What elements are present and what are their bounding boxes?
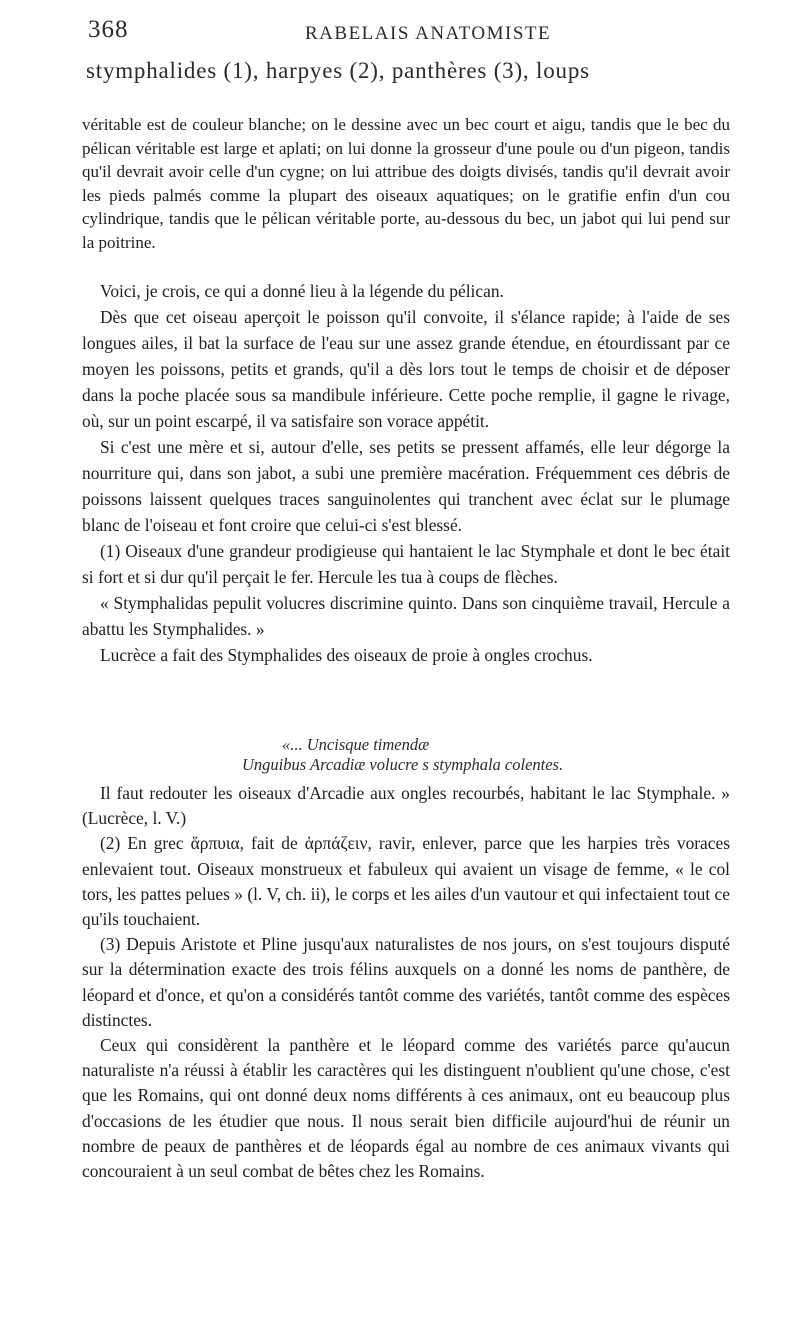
footnotes	[82, 781, 730, 1184]
footnote-1: (1) Oiseaux d'une grandeur prodigieuse qui hantaient le lac Stymphale et dont le bec était si fort et si dur qu'il perçait le fer. Hercule les tua à coups de flèches.	[82, 541, 730, 587]
body-text	[82, 278, 730, 668]
paragraph: Ceux qui considèrent la panthère et le léopard comme des variétés parce qu'aucun naturaliste n'a réussi à établir les caractères qui les distinguent n'oublient qu'une chose, c'est que les Romains, qui ont donné deux noms différents à ces animaux, ont eu beaucoup plus d'occasions de les étudier que nous. Il nous serait bien difficile aujourd'hui de réunir un nombre de peaux de panthères et de léopards égal au nombre de ces animaux vivants qui concouraient à un seul combat de bêtes chez les Romains.	[82, 1035, 730, 1182]
note-continuation	[82, 113, 730, 254]
paragraph: Si c'est une mère et si, autour d'elle, ses petits se pressent affamés, elle leur dégorge la nourriture qui, dans son jabot, a subi une première macération. Fréquemment ces débris de poissons laissent quelques traces sanguinolentes qui tranchent avec éclat sur le plumage blanc de l'oiseau et font croire que celui-ci s'est blessé.	[82, 437, 730, 535]
verse-line: «... Uncisque timendæ	[282, 735, 430, 754]
latin-quote: « Stymphalidas pepulit volucres discrimine quinto. Dans son cinquième travail, Hercule a abattu les Stymphalides. »	[82, 593, 730, 639]
paragraph: Il faut redouter les oiseaux d'Arcadie aux ongles recourbés, habitant le lac Stymphale. » (Lucrèce, l. V.)	[82, 783, 730, 829]
paragraph: Lucrèce a fait des Stymphalides des oiseaux de proie à ongles crochus.	[100, 645, 593, 665]
footnote-2: (2) En grec ἅρπυια, fait de ἁρπάζειν, ravir, enlever, parce que les harpies très voraces enlevaient tout. Oiseaux monstrueux et fabuleux qui avaient un visage de femme, « le col tors, les pattes pelues » (l. V, ch. ii), le corps et les ailes d'un vautour et qui infectaient tout ce qu'ils touchaient.	[82, 833, 730, 930]
running-head: RABELAIS ANATOMISTE	[305, 23, 552, 44]
paragraph: véritable est de couleur blanche; on le dessine avec un bec court et aigu, tandis que le bec du pélican véritable est large et aplati; on lui donne la grosseur d'une poule ou d'un pigeon, tandis qu'il devrait avoir celle d'un cygne; on lui attribue des doigts divisés, tandis qu'il devrait avoir les pieds palmés comme la plupart des oiseaux aquatiques; on le gratifie enfin d'un cou cylindrique, tandis que le pélican véritable porte, au-dessous du bec, un jabot qui lui pend sur la poitrine.	[82, 115, 730, 252]
page-header	[0, 16, 800, 50]
page-number: 368	[88, 16, 129, 43]
footnote-3: (3) Depuis Aristote et Pline jusqu'aux naturalistes de nos jours, on s'est toujours disputé sur la détermination exacte des trois félins auxquels on a donné les noms de panthère, de léopard et d'once, et qu'on a considérés tantôt comme des variétés, tantôt comme des espèces distinctes.	[82, 934, 730, 1030]
paragraph: Dès que cet oiseau aperçoit le poisson qu'il convoite, il s'élance rapide; à l'aide de ses longues ailes, il bat la surface de l'eau sur une assez grande étendue, en étourdissant par ce moyen les poissons, petits et grands, qu'il a dès lors tout le temps de choisir et de déposer dans la poche placée sous sa mandibule inférieure. Cette poche remplie, il gagne le rivage, où, sur un point escarpé, il va satisfaire son vorace appétit.	[82, 307, 730, 431]
lead-line: stymphalides (1), harpyes (2), panthères (3), loups	[86, 58, 590, 83]
verse-quote	[82, 735, 730, 775]
verse-line: Unguibus Arcadiæ volucre s stymphala colentes.	[242, 755, 564, 774]
paragraph: Voici, je crois, ce qui a donné lieu à la légende du pélican.	[100, 281, 504, 301]
